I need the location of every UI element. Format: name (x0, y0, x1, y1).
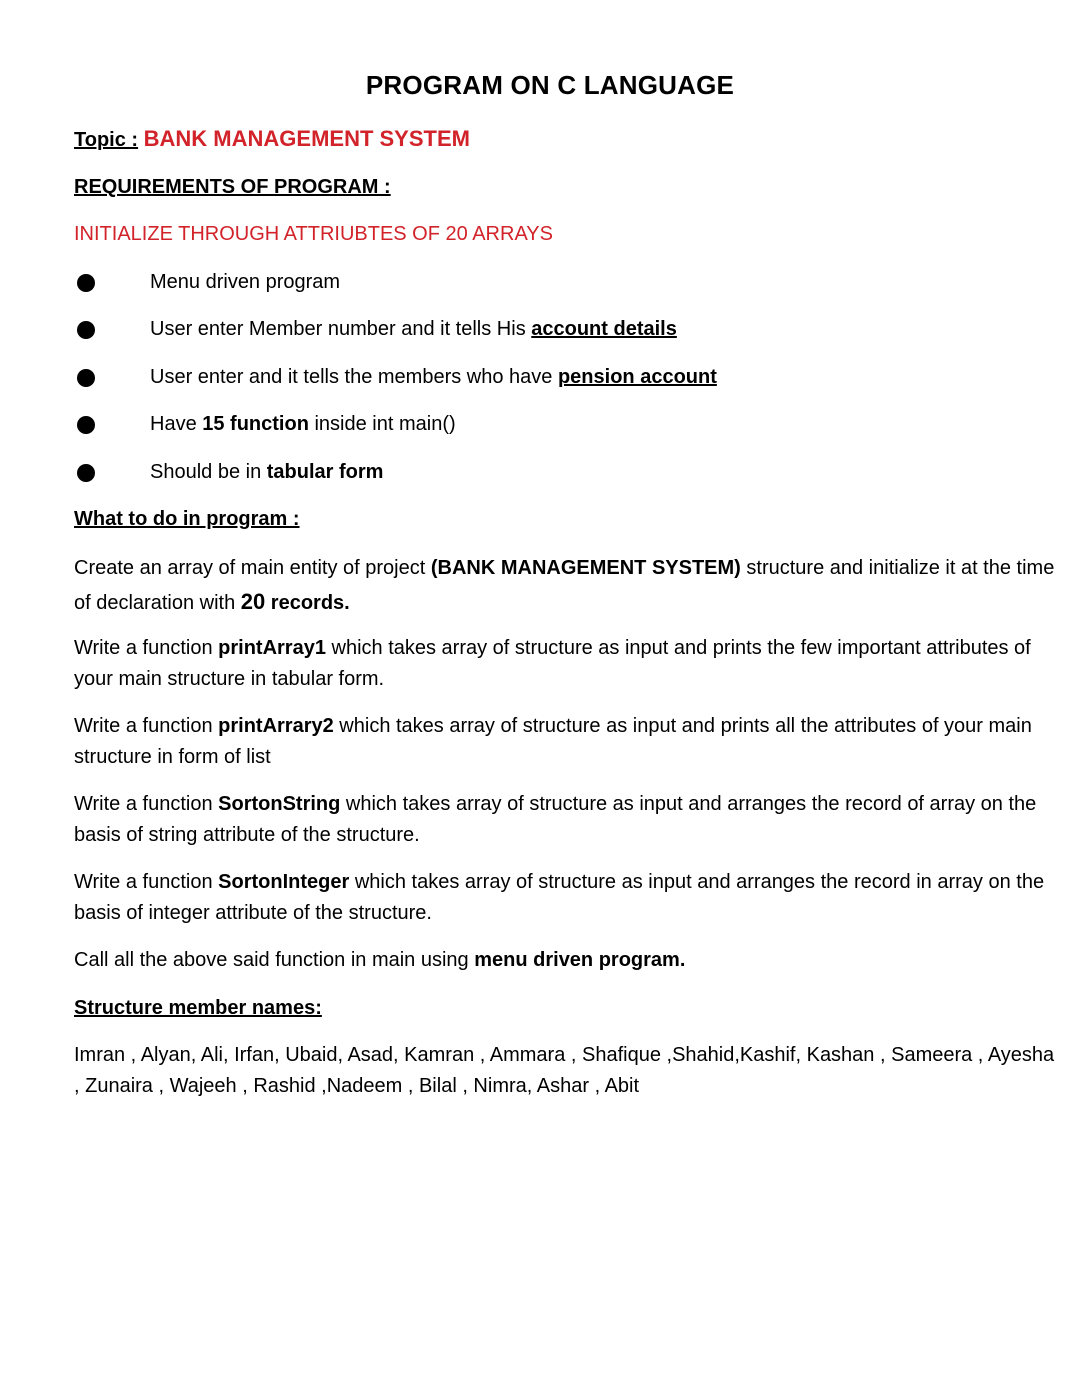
paragraph-create-array: Create an array of main entity of project (BANK MANAGEMENT SYSTEM) structure and initialize it at the time of declaration with 20 records. (74, 557, 1055, 614)
topic-value: BANK MANAGEMENT SYSTEM (143, 126, 470, 151)
topic-line (74, 123, 470, 156)
bullet-text: Menu driven program (150, 271, 341, 293)
bullet-icon (77, 369, 95, 387)
bullet-text: User enter Member number and it tells His account details (150, 318, 677, 340)
bullet-text: Have 15 function inside int main() (150, 413, 456, 435)
paragraph-sort-on-string: Write a function SortonString which takes array of structure as input and arranges the record of array on the basis of string attribute of the structure. (74, 793, 1037, 846)
bullet-icon (77, 464, 95, 482)
topic-label: Topic : (74, 129, 139, 151)
what-to-do-heading: What to do in program : (74, 508, 300, 530)
structure-member-heading: Structure member names: (74, 997, 322, 1019)
structure-member-names: Imran , Alyan, Ali, Irfan, Ubaid, Asad, Kamran , Ammara , Shafique ,Shahid,Kashif, Kashan , Sameera , Ayesha , Zunaira , Wajeeh , Rashid ,Nadeem , Bilal , Nimra, Ashar , Abit (74, 1044, 1055, 1097)
bullet-icon (77, 416, 95, 434)
bullet-icon (77, 274, 95, 292)
document-title: PROGRAM ON C LANGUAGE (365, 70, 735, 100)
paragraph-print-array2: Write a function printArrary2 which takes array of structure as input and prints all the attributes of your main structure in form of list (74, 715, 1032, 768)
paragraph-print-array1: Write a function printArray1 which takes array of structure as input and prints the few important attributes of your main structure in tabular form. (74, 637, 1031, 690)
initialize-line: INITIALIZE THROUGH ATTRIUBTES OF 20 ARRAYS (74, 223, 553, 245)
paragraph-call-functions: Call all the above said function in main using menu driven program. (74, 949, 686, 971)
bullet-text: Should be in tabular form (150, 461, 384, 483)
requirements-heading: REQUIREMENTS OF PROGRAM : (74, 176, 391, 198)
bullet-icon (77, 321, 95, 339)
bullet-text: User enter and it tells the members who have pension account (150, 366, 717, 388)
paragraph-sort-on-integer: Write a function SortonInteger which takes array of structure as input and arranges the record in array on the basis of integer attribute of the structure. (74, 871, 1045, 924)
